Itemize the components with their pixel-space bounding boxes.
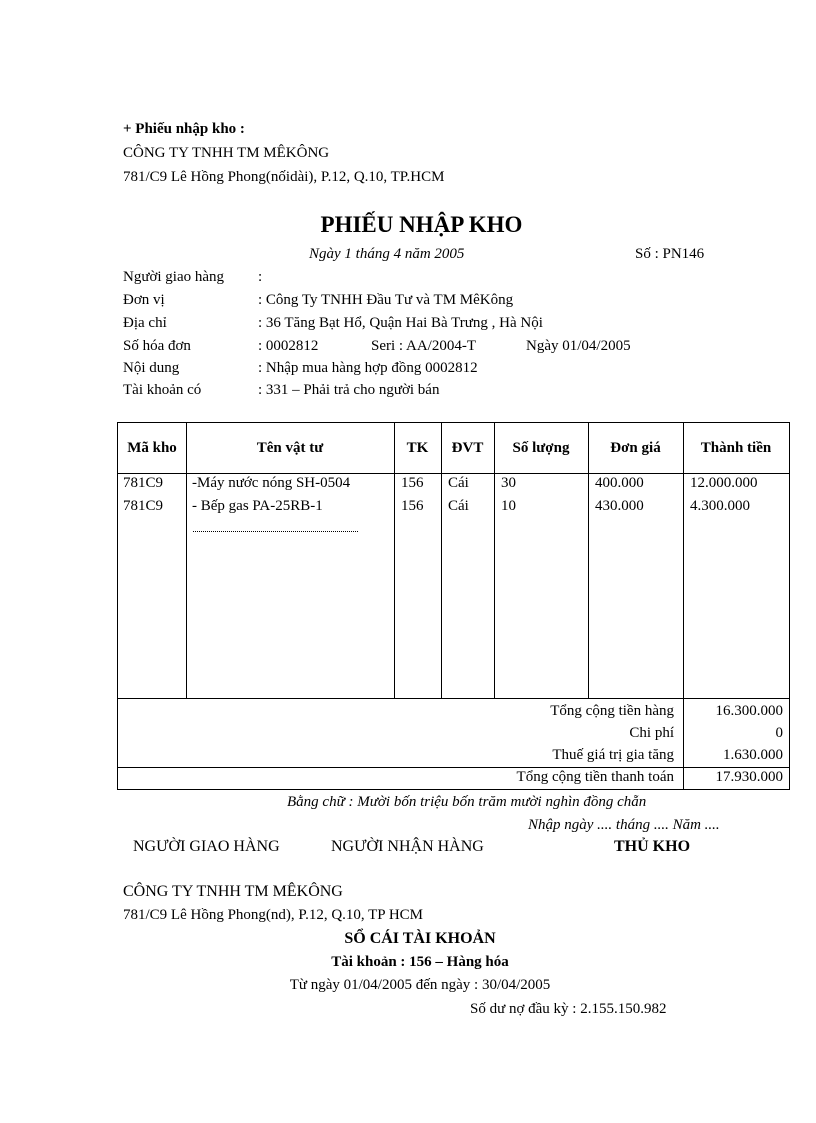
invoice-seri: Seri : AA/2004-T <box>371 338 476 354</box>
total-value: 0 <box>775 725 783 741</box>
grand-total-label: Tổng cộng tiền thanh toán <box>516 769 674 785</box>
header-tk: TK <box>406 440 429 456</box>
invoice-date: Ngày 01/04/2005 <box>526 338 631 354</box>
field-value: : 36 Tăng Bạt Hổ, Quận Hai Bà Trưng , Hà Nội <box>258 315 543 331</box>
table-cell: 30 <box>501 475 516 491</box>
signature-receiver: NGƯỜI NHẬN HÀNG <box>331 838 484 855</box>
field-label: Người giao hàng <box>123 269 225 285</box>
table-cell: 781C9 <box>123 475 164 491</box>
header-thanh-tien: Thành tiền <box>700 440 772 456</box>
ledger-company: CÔNG TY TNHH TM MÊKÔNG <box>123 883 343 900</box>
table-divider <box>118 473 789 474</box>
total-label: Thuế giá trị gia tăng <box>552 747 674 763</box>
total-label: Tổng cộng tiền hàng <box>550 703 674 719</box>
table-cell: 156 <box>401 498 424 514</box>
signature-storekeeper: THỦ KHO <box>614 838 691 855</box>
total-label: Chi phí <box>629 725 674 741</box>
field-value: : Nhập mua hàng hợp đồng 0002812 <box>258 360 478 376</box>
ledger-title: SỔ CÁI TÀI KHOẢN <box>344 930 496 947</box>
table-divider <box>118 698 789 699</box>
field-label: Đơn vị <box>123 292 165 308</box>
company-name: CÔNG TY TNHH TM MÊKÔNG <box>123 145 330 161</box>
field-label: Tài khoản có <box>123 382 202 398</box>
sign-date: Nhập ngày .... tháng .... Năm .... <box>528 817 720 833</box>
total-value: 16.300.000 <box>715 703 783 719</box>
table-cell: 430.000 <box>595 498 644 514</box>
column-divider <box>683 423 684 789</box>
field-value: : 0002812 <box>258 338 319 354</box>
ledger-account: Tài khoản : 156 – Hàng hóa <box>331 954 509 970</box>
header-so-luong: Số lượng <box>512 440 570 456</box>
amount-in-words: Bằng chữ : Mười bốn triệu bốn trăm mười nghìn đồng chẵn <box>287 794 647 810</box>
header-don-gia: Đơn giá <box>610 440 661 456</box>
section-label: + Phiếu nhập kho : <box>123 121 245 137</box>
table-cell: 4.300.000 <box>690 498 750 514</box>
header-ten-vat-tu: Tên vật tư <box>256 440 324 456</box>
field-value: : <box>258 269 263 285</box>
ledger-period: Từ ngày 01/04/2005 đến ngày : 30/04/2005 <box>289 977 551 993</box>
table-cell: 400.000 <box>595 475 644 491</box>
table-cell: 10 <box>501 498 516 514</box>
table-cell: 156 <box>401 475 424 491</box>
field-value: : 331 – Phải trả cho người bán <box>258 382 440 398</box>
receipt-number: Số : PN146 <box>635 246 705 262</box>
table-cell: - Bếp gas PA-25RB-1 <box>192 498 323 514</box>
ledger-address: 781/C9 Lê Hồng Phong(nd), P.12, Q.10, TP HCM <box>123 907 424 923</box>
table-cell: Cái <box>448 475 469 491</box>
table-divider <box>118 767 789 768</box>
total-value: 1.630.000 <box>723 747 783 763</box>
dotted-line <box>193 531 358 532</box>
field-label: Nội dung <box>123 360 180 376</box>
field-label: Số hóa đơn <box>123 338 191 354</box>
field-label: Địa chỉ <box>123 315 167 331</box>
receipt-date: Ngày 1 tháng 4 năm 2005 <box>309 246 465 262</box>
goods-table <box>117 422 790 790</box>
header-ma-kho: Mã kho <box>127 440 177 456</box>
header-dvt: ĐVT <box>451 440 484 456</box>
company-address: 781/C9 Lê Hồng Phong(nốidài), P.12, Q.10, TP.HCM <box>123 169 445 185</box>
field-value: : Công Ty TNHH Đầu Tư và TM MêKông <box>258 292 514 308</box>
table-cell: Cái <box>448 498 469 514</box>
receipt-title: PHIẾU NHẬP KHO <box>320 212 523 237</box>
table-cell: -Máy nước nóng SH-0504 <box>192 475 351 491</box>
signature-deliverer: NGƯỜI GIAO HÀNG <box>133 838 280 855</box>
grand-total-value: 17.930.000 <box>715 769 783 785</box>
table-cell: 12.000.000 <box>690 475 758 491</box>
table-cell: 781C9 <box>123 498 164 514</box>
ledger-opening-balance: Số dư nợ đầu kỳ : 2.155.150.982 <box>470 1001 667 1017</box>
